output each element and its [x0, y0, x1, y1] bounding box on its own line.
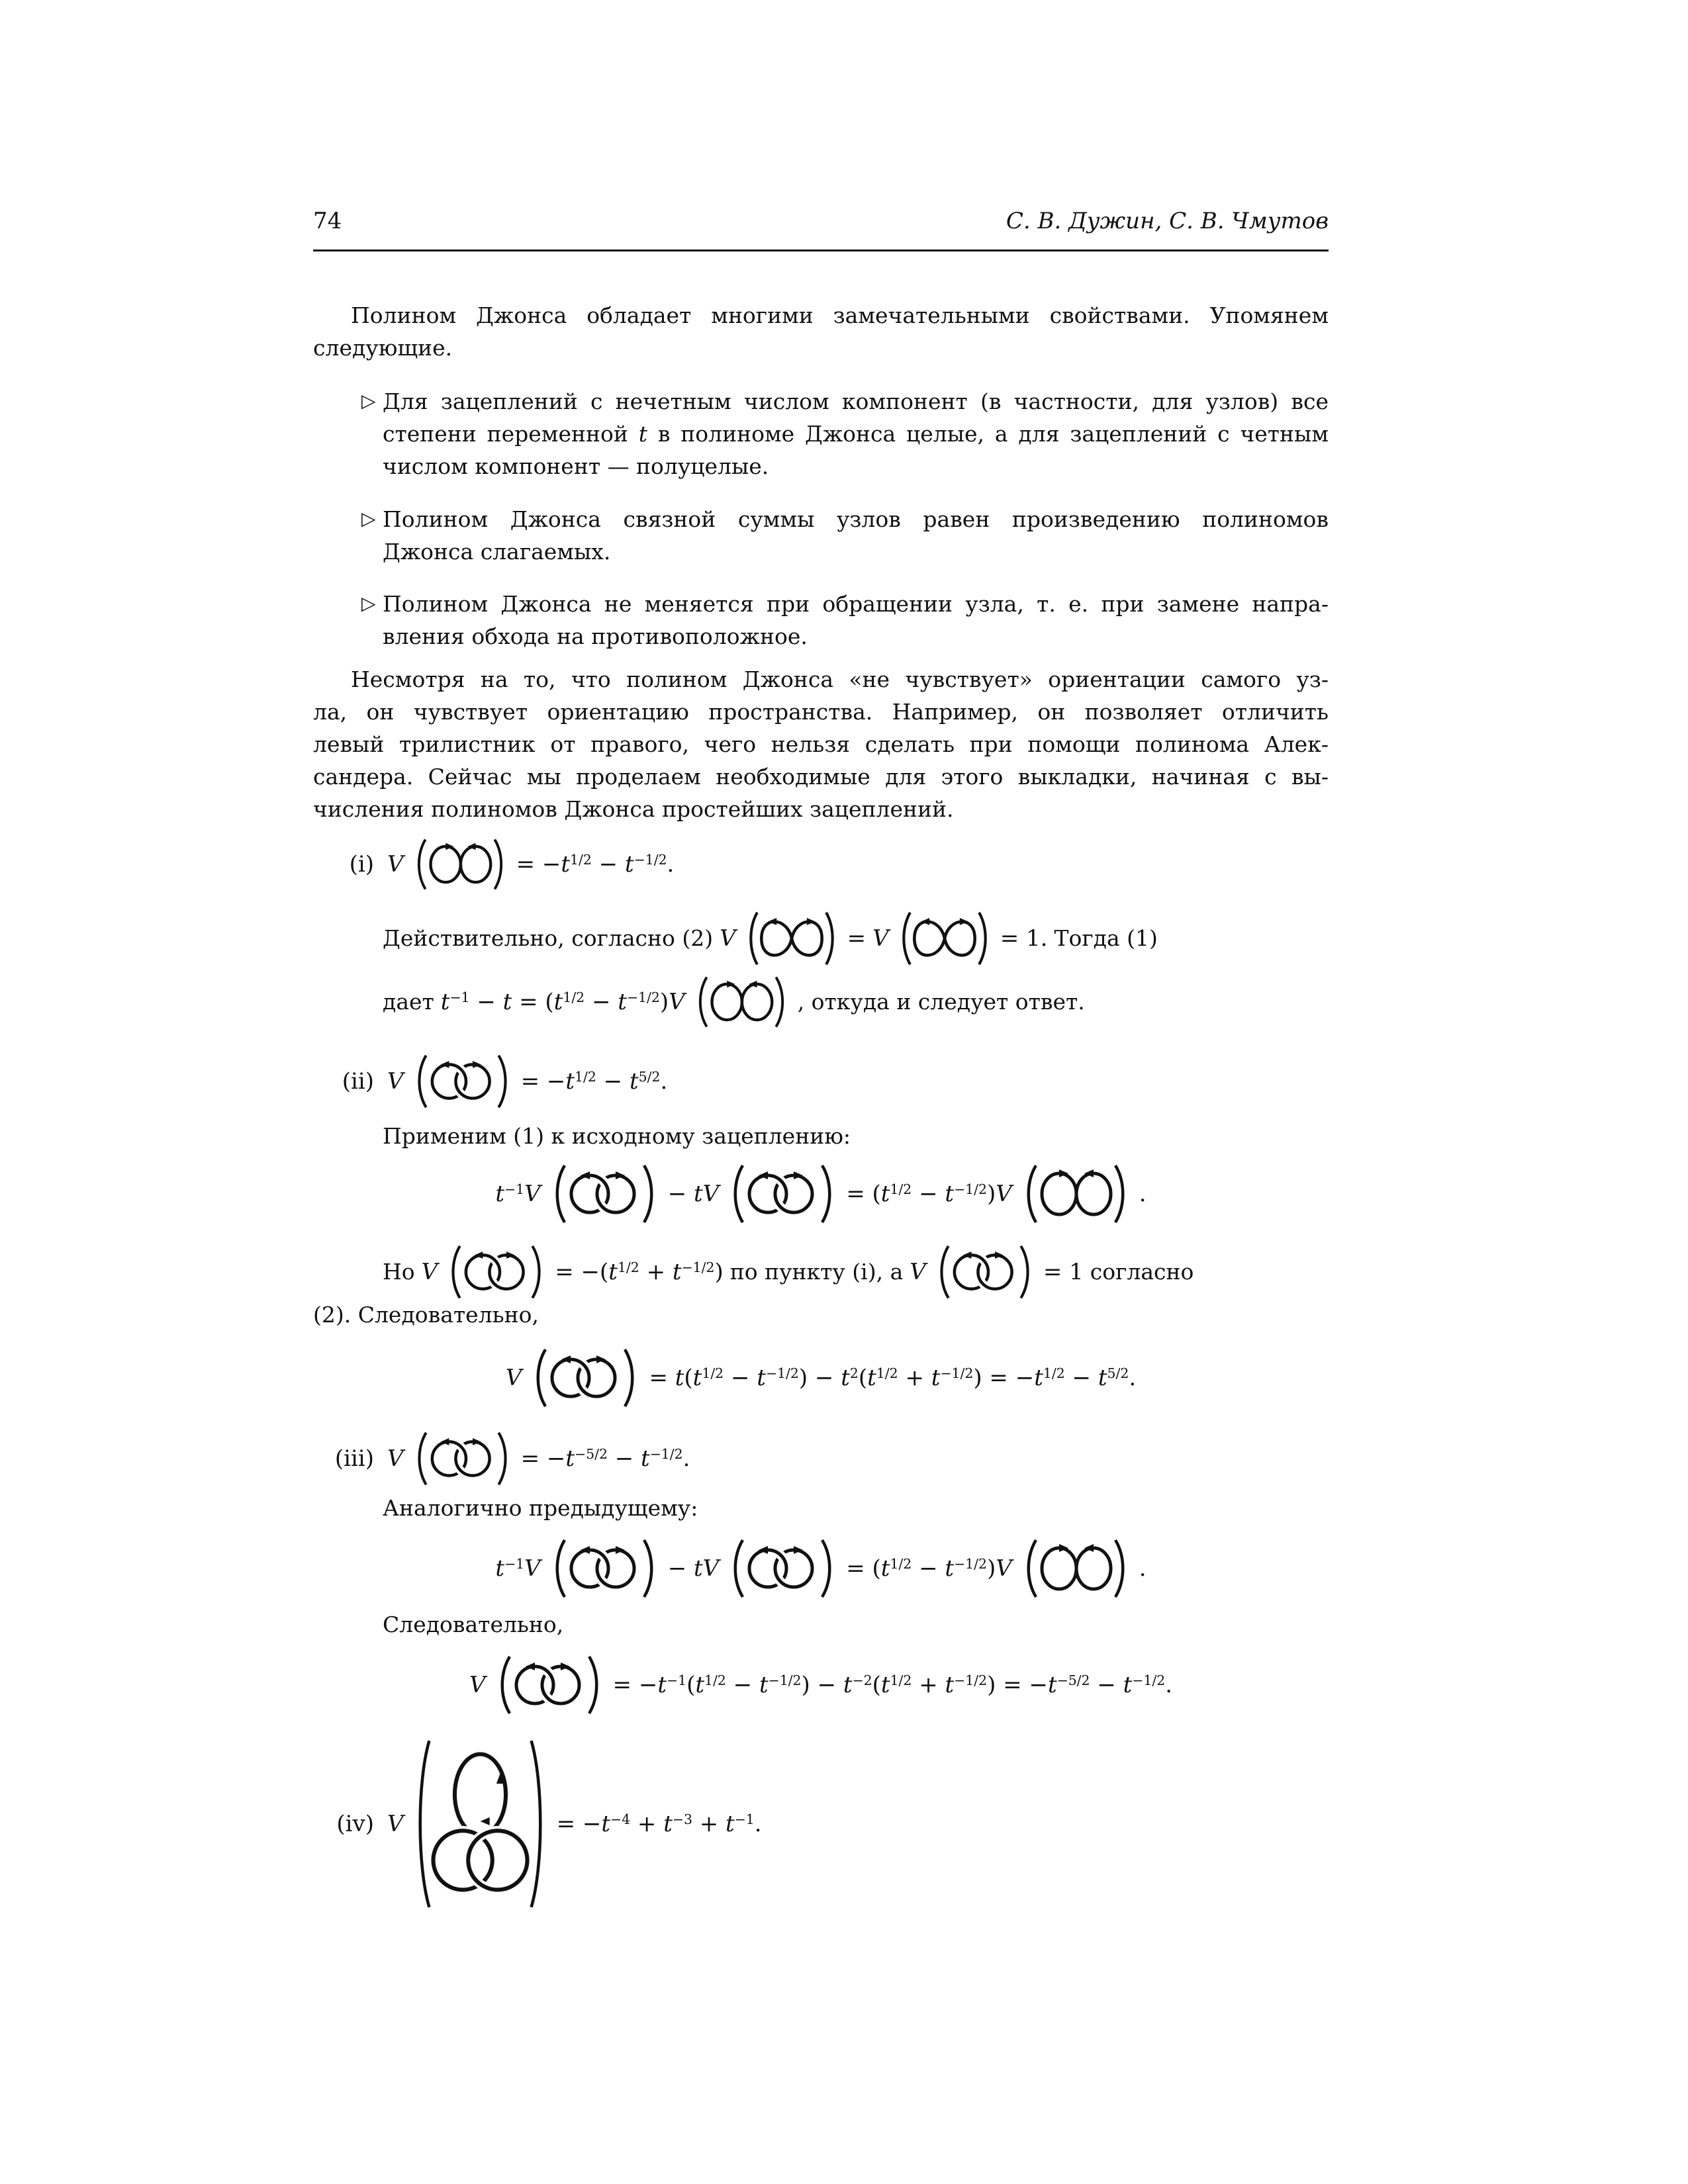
math-V: V	[872, 925, 889, 952]
text-line: ла, он чувствует ориентацию пространства. Например, он позволяет отличить	[313, 699, 1329, 725]
two-unknots-diagram	[1019, 1162, 1133, 1226]
item-label: (iv)	[336, 1810, 374, 1837]
text-line: левый трилистник от правого, чего нельзя сделать при помощи полинома Алек-	[313, 731, 1329, 757]
item-label: (ii)	[342, 1068, 374, 1095]
text-line: Применим (1) к исходному зацеплению:	[383, 1123, 851, 1149]
item-i-explanation-row	[383, 908, 1158, 969]
text-line: числения полиномов Джонса простейших зацеплений.	[313, 796, 954, 822]
math-V: V	[421, 1258, 438, 1285]
two-unknots-diagram	[410, 837, 510, 892]
math-expression: = 1.	[1000, 925, 1048, 952]
hopf-link-diagram	[410, 1430, 514, 1488]
math-expression: $t^{-1}V$	[495, 1180, 541, 1207]
math-V: V	[720, 925, 736, 952]
kinked-unknot-diagram	[896, 909, 994, 968]
text-line: Полином Джонса не меняется при обращении узла, т. е. при замене напра-	[383, 591, 1329, 617]
hopf-link-diagram	[726, 1537, 839, 1600]
math-expression: = $(t^{1/2} - t^{-1/2})V$	[846, 1555, 1012, 1582]
text-run: , откуда и следует ответ.	[797, 989, 1085, 1015]
item-ii-result-equation	[313, 1346, 1329, 1410]
text-line: Следовательно,	[383, 1612, 564, 1637]
text-line: вления обхода на противоположное.	[383, 623, 808, 649]
text-line: Полином Джонса связной суммы узлов равен произведению полиномов	[383, 506, 1329, 532]
header-rule	[313, 250, 1329, 251]
math-expression: .	[1139, 1555, 1147, 1582]
text-line: следующие.	[313, 335, 453, 361]
text-line: Полином Джонса обладает многими замечательными свойствами. Упомянем	[351, 302, 1329, 328]
math-expression: .	[1139, 1180, 1147, 1207]
text-line: степени переменной t в полиноме Джонса целые, а для зацеплений с четным	[383, 421, 1329, 447]
math-expression: = $-t^{-4} + t^{-3} + t^{-1}$.	[556, 1810, 762, 1837]
text-run: дает	[383, 989, 434, 1015]
two-unknots-diagram	[1019, 1537, 1133, 1600]
math-expression: = $-t^{-1}(t^{1/2} - t^{-1/2}) - t^{-2}(t^{1/2} + t^{-1/2}) = -t^{-5/2} - t^{-1/2}$.	[612, 1671, 1173, 1698]
math-V: V	[910, 1258, 926, 1285]
math-expression: − tV	[667, 1180, 720, 1207]
math-V: V	[387, 1068, 404, 1095]
item-iii-display-equation	[313, 1537, 1329, 1600]
math-expression: = $-t^{1/2} - t^{-1/2}$.	[516, 850, 675, 878]
text-run: Но	[383, 1259, 415, 1285]
text-line: сандера. Сейчас мы проделаем необходимые для этого выкладки, начиная с вы-	[313, 764, 1329, 790]
text-line: Для зацеплений с нечетным числом компонент (в частности, для узлов) все	[383, 388, 1329, 414]
item-ii-display-equation	[313, 1162, 1329, 1226]
hopf-link-diagram	[933, 1243, 1037, 1301]
two-unknots-diagram	[692, 974, 791, 1030]
kinked-unknot-diagram	[743, 909, 841, 968]
math-expression: − tV	[667, 1555, 720, 1582]
text-line: Джонса слагаемых.	[383, 539, 611, 565]
text-run: согласно	[1090, 1259, 1194, 1285]
text-run: по пункту (i), а	[729, 1259, 904, 1285]
text-run: Действительно, согласно (2)	[383, 925, 714, 952]
paragraph	[313, 299, 1329, 364]
item-label: (iii)	[334, 1445, 374, 1472]
math-expression: = $t(t^{1/2} - t^{-1/2}) - t^2(t^{1/2} + t^{-1/2}) = -t^{1/2} - t^{5/2}$.	[649, 1364, 1137, 1391]
page-number: 74	[313, 208, 342, 234]
item-iv-row	[313, 1734, 762, 1914]
text-line: Аналогично предыдущему:	[383, 1495, 698, 1521]
hopf-link-diagram	[410, 1052, 514, 1111]
header-authors: С. В. Дужин, С. В. Чмутов	[1006, 208, 1329, 234]
bullet-item	[361, 503, 1329, 568]
math-V: V	[387, 1445, 404, 1472]
hopf-link-diagram	[547, 1537, 661, 1600]
math-expression: = $-t^{1/2} - t^{5/2}$.	[520, 1068, 668, 1095]
hopf-link-diagram	[726, 1162, 839, 1226]
triangle-bullet-icon: ▷	[361, 508, 376, 529]
math-expression: = 1	[1043, 1258, 1084, 1285]
math-expression: = $(t^{1/2} - t^{-1/2})V$	[846, 1180, 1012, 1207]
triangle-bullet-icon: ▷	[361, 390, 376, 412]
math-V: V	[387, 850, 404, 878]
page-header	[313, 208, 1329, 234]
hopf-link-diagram	[528, 1346, 642, 1410]
item-ii-explanation-row	[383, 1242, 1194, 1302]
paragraph	[313, 663, 1329, 825]
math-expression: = $-(t^{1/2} + t^{-1/2})$	[555, 1258, 724, 1285]
math-expression: $t^{-1} - t = (t^{1/2} - t^{-1/2})V$	[440, 988, 685, 1015]
item-ii-row	[313, 1051, 667, 1112]
item-label: (i)	[349, 850, 374, 878]
hopf-link-diagram	[492, 1653, 606, 1717]
triangle-bullet-icon: ▷	[361, 592, 376, 614]
text-line: (2). Следовательно,	[313, 1302, 539, 1328]
item-iii-row	[313, 1428, 690, 1489]
math-expression: =	[847, 925, 867, 952]
trefoil-knot-diagram	[410, 1735, 550, 1913]
text-line: Несмотря на то, что полином Джонса «не чувствует» ориентации самого уз-	[351, 666, 1329, 692]
math-V: V	[469, 1671, 486, 1698]
math-V: V	[505, 1364, 522, 1391]
text-run: Тогда (1)	[1054, 925, 1158, 952]
bullet-item	[361, 385, 1329, 482]
math-expression: = $-t^{-5/2} - t^{-1/2}$.	[520, 1445, 690, 1472]
item-i-row	[313, 835, 674, 893]
item-i-conclusion-row	[383, 972, 1085, 1032]
math-expression: $t^{-1}V$	[495, 1555, 541, 1582]
hopf-link-diagram	[547, 1162, 661, 1226]
text-line: числом компонент — полуцелые.	[383, 453, 769, 479]
hopf-link-diagram	[444, 1243, 548, 1301]
bullet-item	[361, 588, 1329, 653]
item-iii-result-equation	[313, 1653, 1329, 1717]
math-V: V	[387, 1810, 404, 1837]
